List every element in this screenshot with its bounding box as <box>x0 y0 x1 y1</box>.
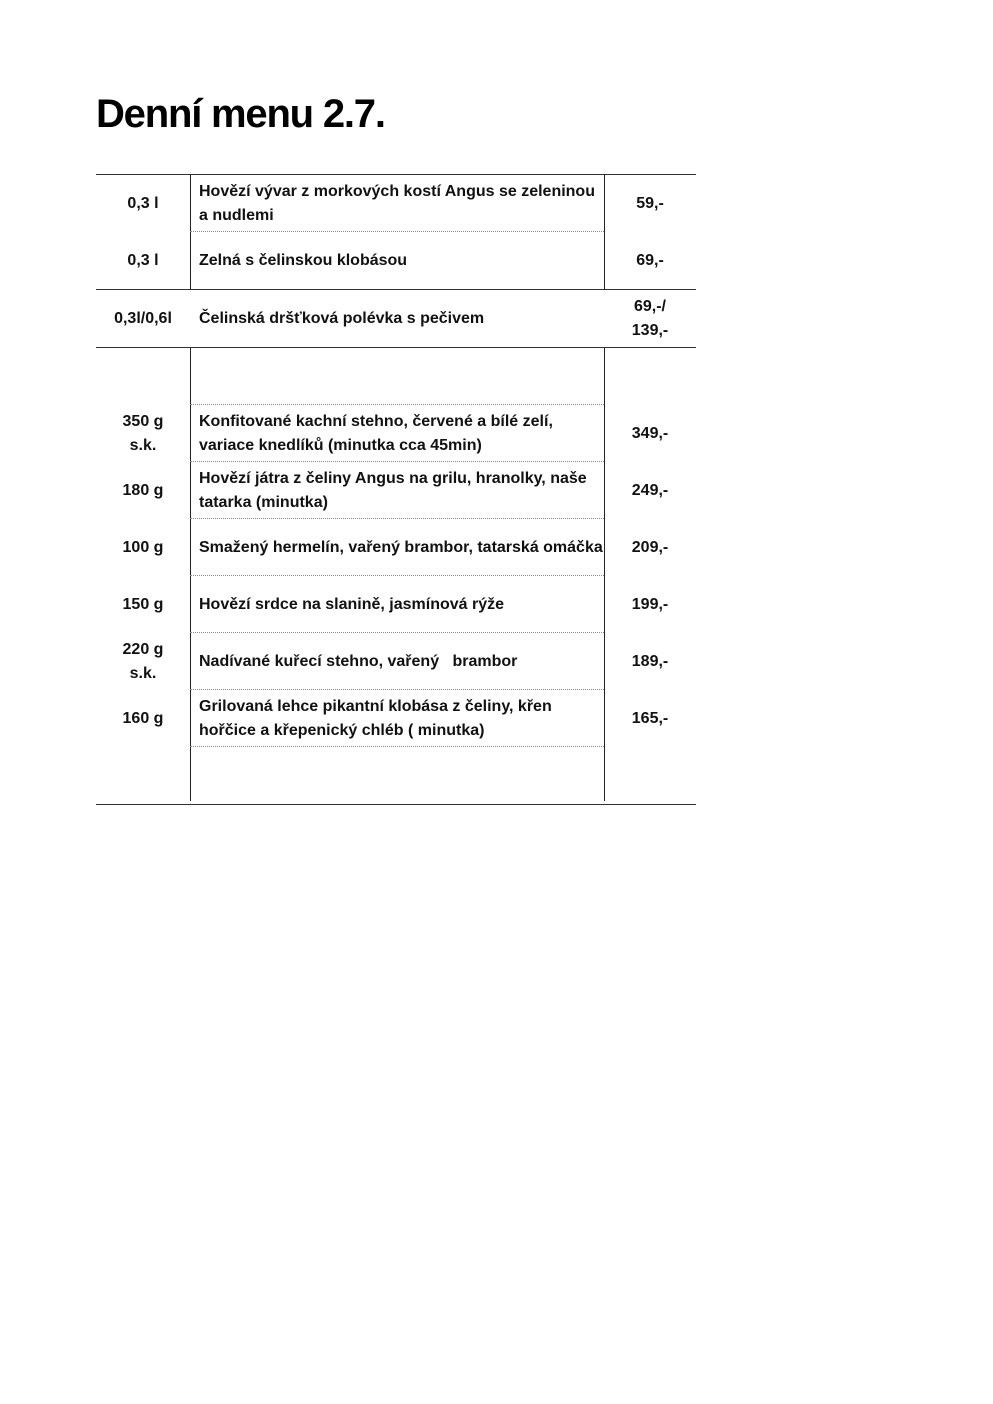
item-name: Hovězí srdce na slanině, jasmínová rýže <box>199 595 505 613</box>
item-quantity: 0,3 l <box>127 194 159 212</box>
mains-section <box>96 348 696 804</box>
menu-item <box>96 405 696 462</box>
item-name: Hovězí játra z čeliny Angus na grilu, hranolky, naše tatarka (minutka) <box>199 469 587 511</box>
page-title: Denní menu 2.7. <box>96 92 385 136</box>
divider <box>96 804 696 805</box>
item-quantity: 180 g <box>122 481 164 499</box>
item-price: 349,- <box>631 424 669 442</box>
quantity-note: s.k. <box>129 664 157 682</box>
item-name: Konfitované kachní stehno, červené a bílé zelí, variace knedlíků (minutka cca 45min) <box>199 412 553 454</box>
special-section <box>96 290 696 347</box>
item-price: 59,- <box>636 194 664 212</box>
item-quantity: 0,3l/0,6l <box>114 309 172 327</box>
menu-item <box>96 519 696 576</box>
item-name: Hovězí vývar z morkových kostí Angus se zeleninou a nudlemi <box>199 182 595 224</box>
item-price: 209,- <box>631 538 669 556</box>
item-quantity: 0,3 l <box>127 251 159 269</box>
soups-section <box>96 175 696 289</box>
menu-item <box>96 462 696 519</box>
menu-item <box>96 576 696 633</box>
quantity-line: 220 g <box>122 640 164 658</box>
item-name-text: Nadívané kuřecí stehno, vařený brambor <box>199 652 518 670</box>
item-quantity: 100 g <box>122 538 164 556</box>
item-quantity: 160 g <box>122 709 164 727</box>
spacer-row <box>96 348 696 405</box>
quantity-line: 350 g <box>122 412 164 430</box>
menu-table <box>96 174 696 805</box>
item-name: Čelinská dršťková polévka s pečivem <box>199 309 485 327</box>
item-price: 69,- <box>636 251 664 269</box>
item-name <box>190 633 604 690</box>
item-quantity: 150 g <box>122 595 164 613</box>
item-quantity <box>96 633 190 690</box>
price-line: 139,- <box>631 321 669 339</box>
menu-item <box>96 175 696 232</box>
item-price: 189,- <box>631 652 669 670</box>
item-price <box>604 290 696 347</box>
item-price: 165,- <box>631 709 669 727</box>
spacer-row <box>96 747 696 804</box>
menu-item <box>96 290 696 347</box>
price-line: 69,-/ <box>633 297 666 315</box>
item-name: Smažený hermelín, vařený brambor, tatarská omáčka <box>199 538 603 556</box>
menu-item <box>96 633 696 690</box>
item-quantity <box>96 405 190 462</box>
quantity-note: s.k. <box>129 436 157 454</box>
item-name: Zelná s čelinskou klobásou <box>199 251 408 269</box>
menu-item <box>96 690 696 747</box>
item-price: 249,- <box>631 481 669 499</box>
menu-item <box>96 232 696 289</box>
item-price: 199,- <box>631 595 669 613</box>
item-name: Grilovaná lehce pikantní klobása z čeliny, křen hořčice a křepenický chléb ( minutka) <box>199 697 552 739</box>
